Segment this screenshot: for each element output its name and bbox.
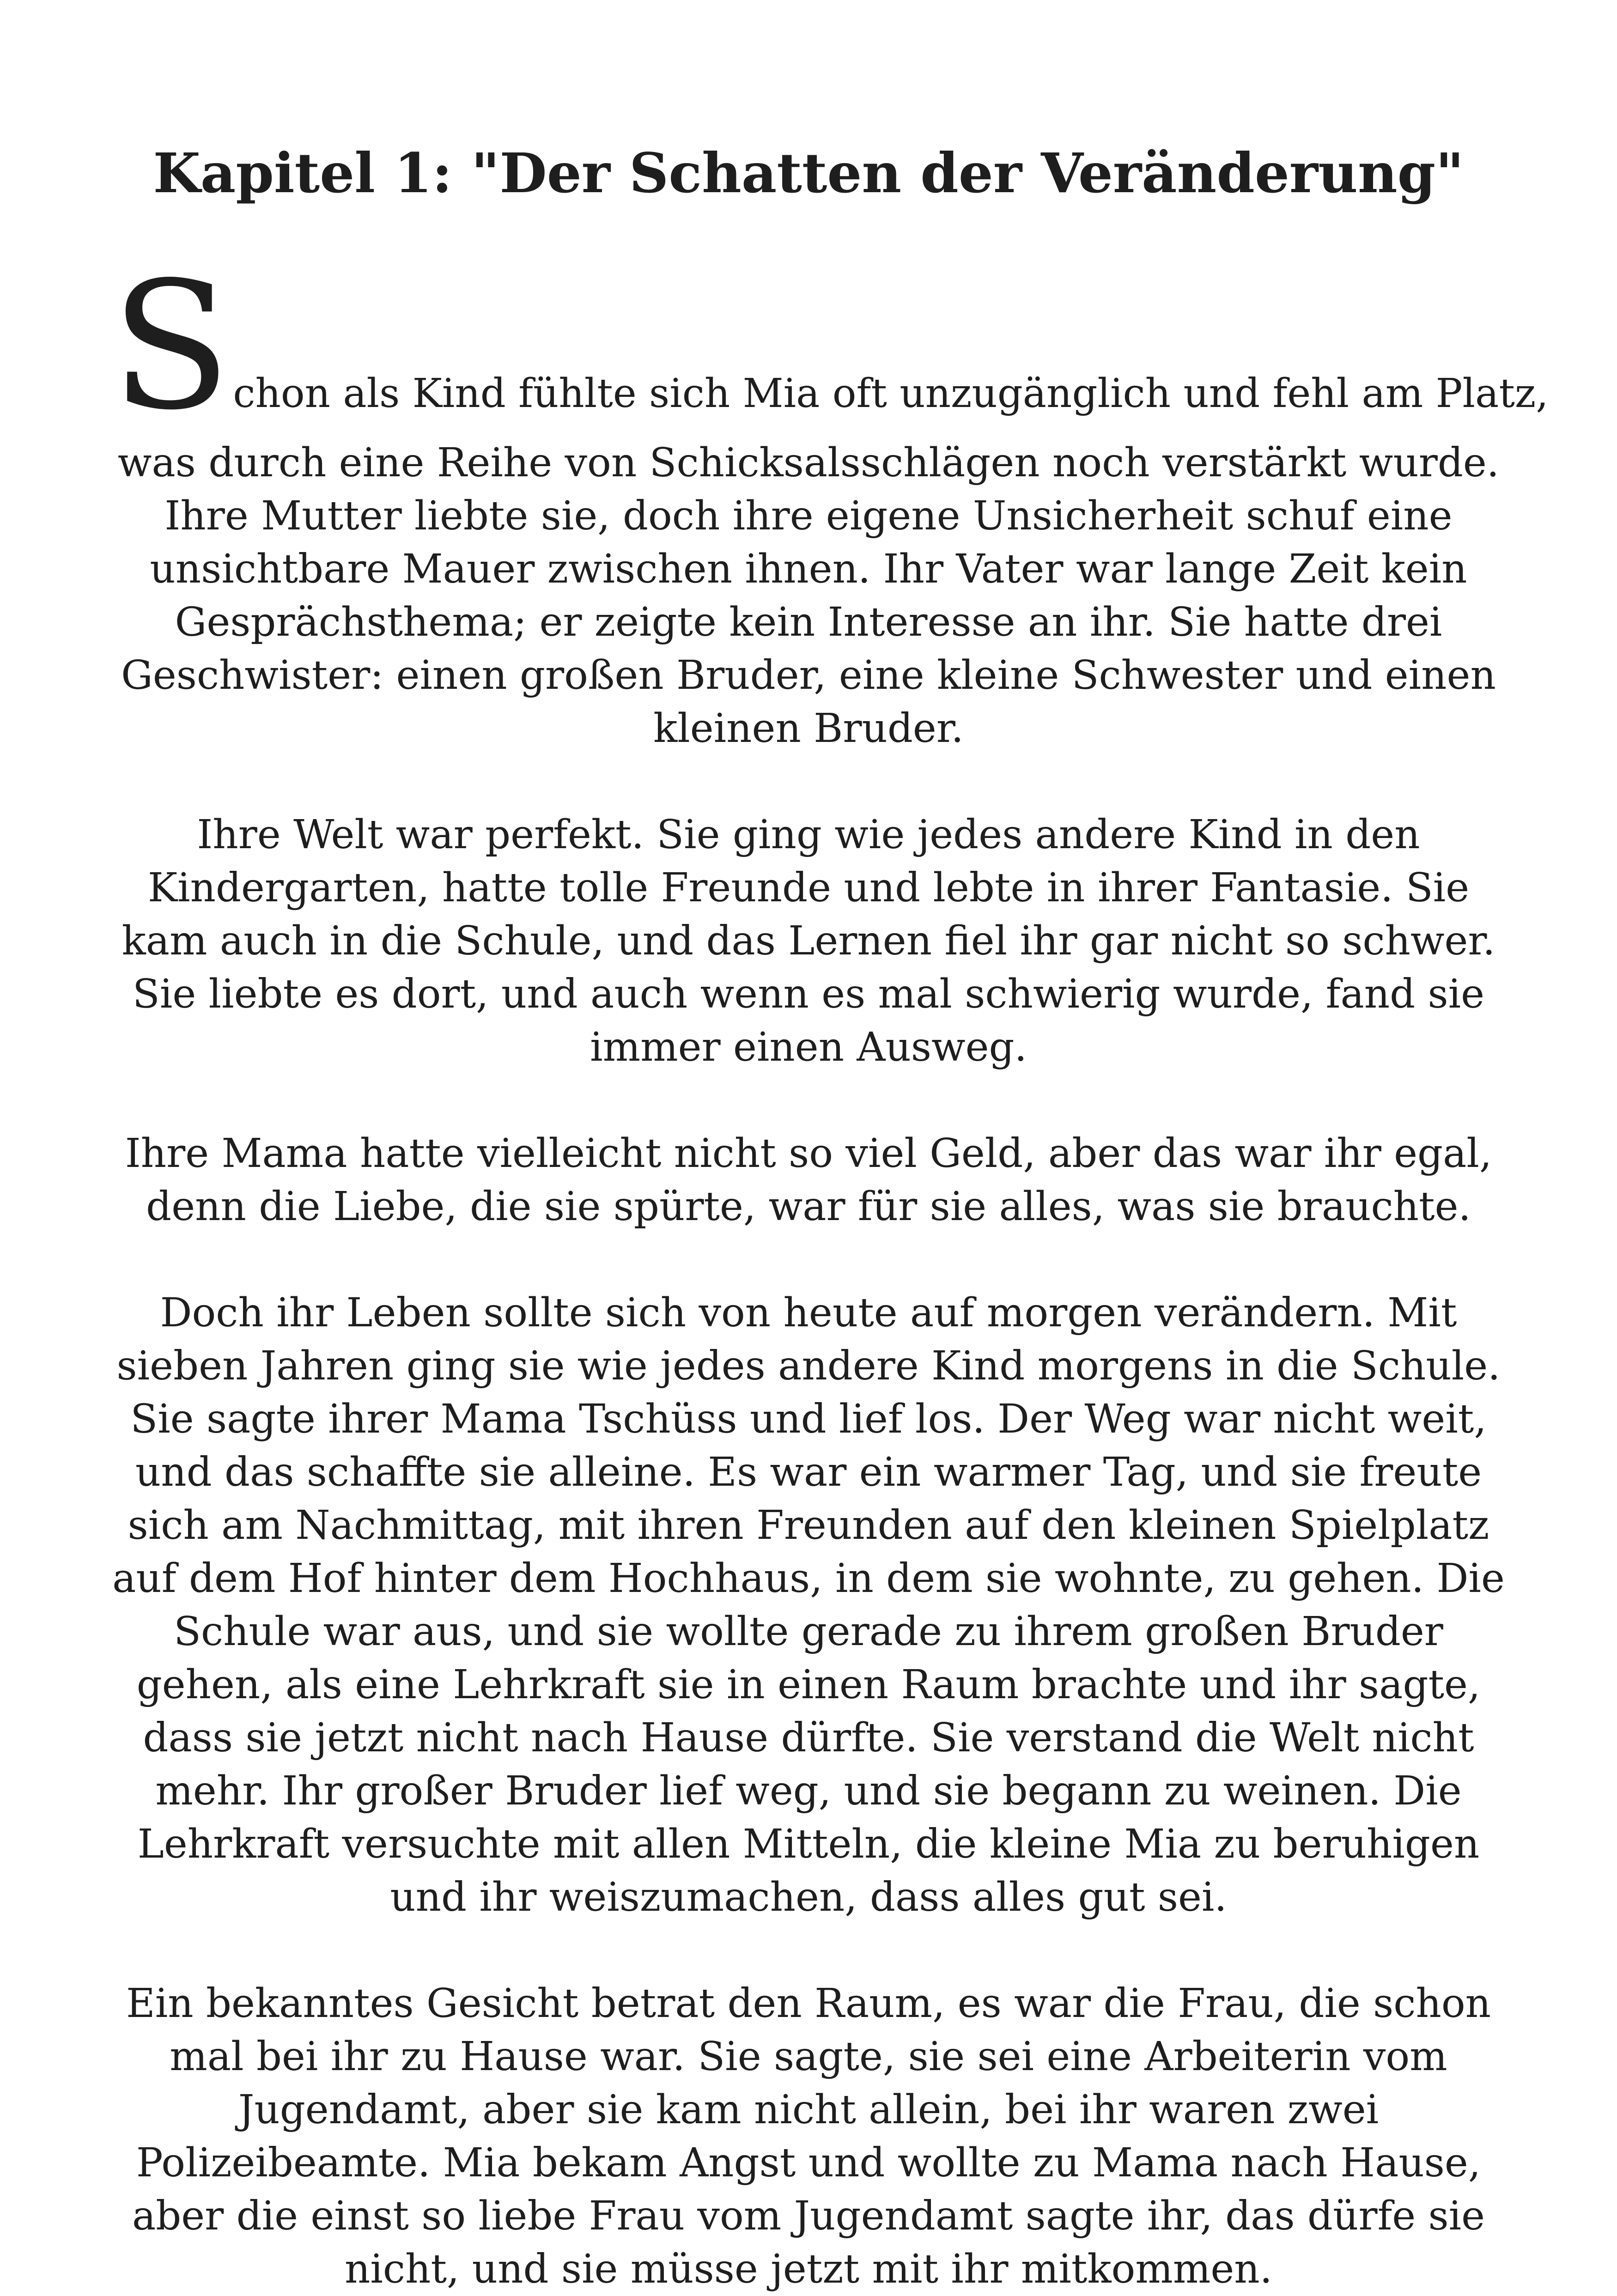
paragraph-1-continuation: was durch eine Reihe von Schicksalsschlägen noch verstärkt wurde. Ihre Mutter liebte sie, doch ihre eigene Unsicherheit schuf eine unsichtbare Mauer zwischen ihnen. Ihr Vater war lange Zeit kein Gesprächsthema; er zeigte kein Interesse an ihr. Sie hatte drei Geschwister: einen großen Bruder, eine kleine Schwester und einen kleinen Bruder. <box>117 440 1500 752</box>
chapter-body <box>111 244 1549 2296</box>
opening-line <box>111 244 1549 449</box>
paragraph-4: Doch ihr Leben sollte sich von heute auf morgen verändern. Mit sieben Jahren ging sie wie jedes andere Kind morgens in die Schule. Sie sagte ihrer Mama Tschüss und lief los. Der Weg war nicht weit, und das schaffte sie alleine. Es war ein warmer Tag, und sie freute sich am Nachmittag, mit ihren Freunden auf den kleinen Spielplatz auf dem Hof hinter dem Hochhaus, in dem sie wohnte, zu gehen. Die Schule war aus, und sie wollte gerade zu ihrem großen Bruder gehen, als eine Lehrkraft sie in einen Raum brachte und ihr sagte, dass sie jetzt nicht nach Hause dürfte. Sie verstand die Welt nicht mehr. Ihr großer Bruder lief weg, und sie begann zu weinen. Die Lehrkraft versuchte mit allen Mitteln, die kleine Mia zu beruhigen und ihr weiszumachen, dass alles gut sei. <box>112 1290 1505 1920</box>
paragraph-3: Ihre Mama hatte vielleicht nicht so viel Geld, aber das war ihr egal, denn die Liebe, die sie spürte, war für sie alles, was sie brauchte. <box>125 1130 1492 1230</box>
drop-cap: S <box>111 244 231 449</box>
paragraph-5: Ein bekanntes Gesicht betrat den Raum, es war die Frau, die schon mal bei ihr zu Hause war. Sie sagte, sie sei eine Arbeiterin vom Jugendamt, aber sie kam nicht allein, bei ihr waren zwei Polizeibeamte. Mia bekam Angst und wollte zu Mama nach Hause, aber die einst so liebe Frau vom Jugendamt sagte ihr, das dürfe sie nicht, und sie müsse jetzt mit ihr mitkommen. <box>126 1980 1491 2292</box>
chapter-title: Kapitel 1: "Der Schatten der Veränderung" <box>153 141 1464 206</box>
opening-line-text: chon als Kind fühlte sich Mia oft unzugänglich und fehl am Platz, <box>233 371 1549 417</box>
paragraph-2: Ihre Welt war perfekt. Sie ging wie jedes andere Kind in den Kindergarten, hatte tolle Freunde und lebte in ihrer Fantasie. Sie kam auch in die Schule, und das Lernen fiel ihr gar nicht so schwer. Sie liebte es dort, und auch wenn es mal schwierig wurde, fand sie immer einen Ausweg. <box>122 812 1495 1070</box>
